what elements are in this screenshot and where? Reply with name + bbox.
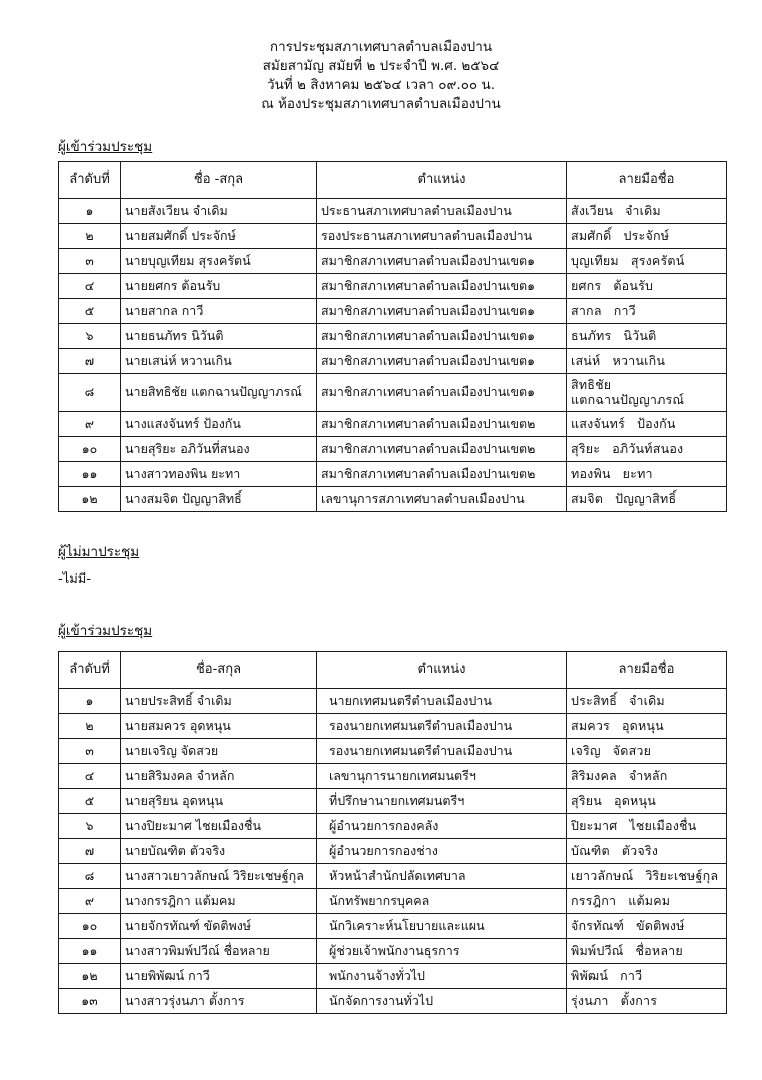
guests-section-label: ผู้เข้าร่วมประชุม xyxy=(58,622,153,639)
signature-last: ไชยเมืองชื่น xyxy=(629,818,697,834)
cell-name: นางแสงจันทร์ ป้องกัน xyxy=(121,411,317,436)
cell-name: นายสากล กาวี xyxy=(121,298,317,323)
signature-first: บุญเทียม xyxy=(571,252,619,268)
cell-signature xyxy=(567,913,727,938)
signature-last: อุดหนุน xyxy=(614,793,656,809)
cell-signature xyxy=(567,988,727,1013)
table-row xyxy=(59,298,727,323)
cell-signature xyxy=(567,248,727,273)
cell-no: ๙ xyxy=(59,888,121,913)
cell-signature xyxy=(567,938,727,963)
cell-signature xyxy=(567,461,727,486)
table-row xyxy=(59,436,727,461)
cell-signature xyxy=(567,763,727,788)
signature-last: อุดหนุน xyxy=(621,718,664,734)
cell-position: สมาชิกสภาเทศบาลตำบลเมืองปานเขต๒ xyxy=(317,411,567,436)
cell-no: ๘ xyxy=(59,863,121,888)
table-row xyxy=(59,348,727,373)
signature-last: ต้อนรับ xyxy=(613,277,654,293)
table-row xyxy=(59,323,727,348)
signature-first: เจริญ xyxy=(571,743,601,759)
column-header-name: ชื่อ-สกุล xyxy=(121,651,317,688)
cell-name: นายสมควร อุดหนุน xyxy=(121,713,317,738)
cell-position: นายกเทศมนตรีตำบลเมืองปาน xyxy=(317,688,567,713)
cell-signature xyxy=(567,436,727,461)
cell-signature xyxy=(567,298,727,323)
cell-no: ๒ xyxy=(59,223,121,248)
cell-no: ๑๑ xyxy=(59,461,121,486)
table-row xyxy=(59,373,727,411)
signature-first: แสงจันทร์ xyxy=(571,416,626,432)
column-header-name: ชื่อ -สกุล xyxy=(121,161,317,198)
signature-first: สุริยน xyxy=(571,793,603,809)
signature-first: จักรทัณฑ์ xyxy=(571,918,625,934)
cell-no: ๖ xyxy=(59,813,121,838)
cell-name: นางสาวเยาวลักษณ์ วิริยะเชษฐ์กุล xyxy=(121,863,317,888)
table-row xyxy=(59,688,727,713)
signature-last: กาวี xyxy=(613,302,636,318)
signature-first: สิริมงคล xyxy=(571,768,617,784)
cell-position: สมาชิกสภาเทศบาลตำบลเมืองปานเขต๑ xyxy=(317,348,567,373)
cell-position: สมาชิกสภาเทศบาลตำบลเมืองปานเขต๑ xyxy=(317,323,567,348)
signature-last: สุรงครัตน์ xyxy=(630,252,685,268)
cell-signature xyxy=(567,788,727,813)
cell-name: นายสิทธิชัย แตกฉานปัญญาภรณ์ xyxy=(121,373,317,411)
cell-no: ๑๐ xyxy=(59,436,121,461)
column-header-no: ลำดับที่ xyxy=(59,651,121,688)
signature-last: นิวันติ xyxy=(623,327,657,343)
table-row xyxy=(59,486,727,511)
cell-no: ๕ xyxy=(59,788,121,813)
cell-position: สมาชิกสภาเทศบาลตำบลเมืองปานเขต๒ xyxy=(317,461,567,486)
signature-last: ป้องกัน xyxy=(637,416,676,432)
signature-first: ทองพิน xyxy=(571,466,611,482)
signature-last: จำเดิม xyxy=(629,693,665,709)
column-header-position: ตำแหน่ง xyxy=(317,161,567,198)
signature-last: ขัดติพงษ์ xyxy=(636,918,685,934)
table-row xyxy=(59,963,727,988)
cell-no: ๙ xyxy=(59,411,121,436)
cell-no: ๑๒ xyxy=(59,486,121,511)
table-row xyxy=(59,223,727,248)
signature-first: รุ่งนภา xyxy=(571,993,609,1009)
signature-first: สากล xyxy=(571,302,602,318)
cell-position: พนักงานจ้างทั่วไป xyxy=(317,963,567,988)
cell-position: สมาชิกสภาเทศบาลตำบลเมืองปานเขต๑ xyxy=(317,248,567,273)
table-row xyxy=(59,888,727,913)
cell-signature xyxy=(567,888,727,913)
header-line-4: ณ ห้องประชุมสภาเทศบาลตำบลเมืองปาน xyxy=(261,96,501,113)
cell-signature xyxy=(567,223,727,248)
signature-first: พิพัฒน์ xyxy=(571,968,609,984)
signature-first: สมจิต xyxy=(571,491,604,507)
cell-position: สมาชิกสภาเทศบาลตำบลเมืองปานเขต๒ xyxy=(317,436,567,461)
cell-no: ๖ xyxy=(59,323,121,348)
cell-name: นางสาวรุ่งนภา ตั้งการ xyxy=(121,988,317,1013)
signature-last: อภิวันท์สนอง xyxy=(612,441,684,457)
cell-signature xyxy=(567,273,727,298)
cell-position: รองนายกเทศมนตรีตำบลเมืองปาน xyxy=(317,738,567,763)
guests-table xyxy=(58,651,727,1014)
signature-last: จัดสวย xyxy=(612,743,652,759)
signature-first: สังเวียน xyxy=(571,202,614,218)
cell-position: เลขานุการสภาเทศบาลตำบลเมืองปาน xyxy=(317,486,567,511)
signature-last: ตั้งการ xyxy=(620,993,658,1009)
cell-name: นางกรรฎิกา แต้มคม xyxy=(121,888,317,913)
table-row xyxy=(59,248,727,273)
table-header-row xyxy=(59,651,727,688)
cell-no: ๑๑ xyxy=(59,938,121,963)
signature-last: ปัญญาสิทธิ์ xyxy=(615,491,677,507)
cell-name: นายสุริยะ อภิวันที่สนอง xyxy=(121,436,317,461)
cell-no: ๑ xyxy=(59,198,121,223)
cell-name: นายเสน่ห์ หวานเกิน xyxy=(121,348,317,373)
cell-no: ๔ xyxy=(59,273,121,298)
signature-first: เสน่ห์ xyxy=(571,352,601,368)
cell-no: ๘ xyxy=(59,373,121,411)
cell-position: สมาชิกสภาเทศบาลตำบลเมืองปานเขต๑ xyxy=(317,273,567,298)
cell-name: นายสังเวียน จำเดิม xyxy=(121,198,317,223)
signature-last: จำเดิม xyxy=(625,202,661,218)
signature-first: บัณฑิต xyxy=(571,843,610,859)
header-line-3: วันที่ ๒ สิงหาคม ๒๕๖๔ เวลา ๐๙.๐๐ น. xyxy=(267,77,495,94)
table-row xyxy=(59,788,727,813)
attendees-table xyxy=(58,161,727,512)
signature-last: ยะทา xyxy=(622,466,653,482)
signature-last: ประจักษ์ xyxy=(623,227,670,243)
cell-no: ๓ xyxy=(59,248,121,273)
table-row xyxy=(59,913,727,938)
cell-signature xyxy=(567,486,727,511)
signature-first: ยศกร xyxy=(571,277,602,293)
cell-no: ๗ xyxy=(59,348,121,373)
cell-name: นายธนภัทร นิวันติ xyxy=(121,323,317,348)
cell-position: รองนายกเทศมนตรีตำบลเมืองปาน xyxy=(317,713,567,738)
cell-signature xyxy=(567,688,727,713)
cell-signature xyxy=(567,738,727,763)
signature-first: สมควร xyxy=(571,718,610,734)
cell-position: สมาชิกสภาเทศบาลตำบลเมืองปานเขต๑ xyxy=(317,298,567,323)
cell-name: นายสุริยน อุดหนุน xyxy=(121,788,317,813)
signature-last: กาวี xyxy=(620,968,643,984)
cell-name: นายสมศักดิ์ ประจักษ์ xyxy=(121,223,317,248)
cell-signature xyxy=(567,813,727,838)
cell-signature xyxy=(567,863,727,888)
table-row xyxy=(59,763,727,788)
table-row xyxy=(59,813,727,838)
signature-first: สุริยะ xyxy=(571,441,601,457)
table-row xyxy=(59,988,727,1013)
signature-first: ปิยะมาศ xyxy=(571,818,618,834)
table-row xyxy=(59,838,727,863)
cell-no: ๔ xyxy=(59,763,121,788)
column-header-signature: ลายมือชื่อ xyxy=(567,161,727,198)
cell-signature xyxy=(567,838,727,863)
table-row xyxy=(59,273,727,298)
table-row xyxy=(59,938,727,963)
cell-position: เลขานุการนายกเทศมนตรีฯ xyxy=(317,763,567,788)
signature-first: สมศักดิ์ xyxy=(571,227,612,243)
cell-no: ๑๒ xyxy=(59,963,121,988)
signature-last: ชื่อหลาย xyxy=(635,943,683,959)
cell-name: นายพิพัฒน์ กาวี xyxy=(121,963,317,988)
signature-first: สิทธิชัย xyxy=(571,376,612,392)
cell-position: นักจัดการงานทั่วไป xyxy=(317,988,567,1013)
cell-name: นางสมจิต ปัญญาสิทธิ์ xyxy=(121,486,317,511)
table-header-row xyxy=(59,161,727,198)
signature-last: ตัวจริง xyxy=(621,843,659,859)
cell-name: นายบัณฑิต ตัวจริง xyxy=(121,838,317,863)
table-row xyxy=(59,198,727,223)
cell-position: ที่ปรึกษานายกเทศมนตรีฯ xyxy=(317,788,567,813)
cell-no: ๓ xyxy=(59,738,121,763)
absent-value: -ไม่มี- xyxy=(58,571,92,587)
cell-position: ผู้ช่วยเจ้าพนักงานธุรการ xyxy=(317,938,567,963)
cell-name: นายจักรทัณฑ์ ขัดติพงษ์ xyxy=(121,913,317,938)
signature-first: กรรฎิกา xyxy=(571,893,617,909)
cell-position: ผู้อำนวยการกองช่าง xyxy=(317,838,567,863)
cell-name: นางปิยะมาศ ไชยเมืองชื่น xyxy=(121,813,317,838)
cell-name: นางสาวพิมพ์ปวีณ์ ชื่อหลาย xyxy=(121,938,317,963)
signature-last: วิริยะเชษฐ์กุล xyxy=(645,868,719,884)
absent-section-label: ผู้ไม่มาประชุม xyxy=(58,543,140,560)
cell-position: นักวิเคราะห์นโยบายและแผน xyxy=(317,913,567,938)
cell-no: ๕ xyxy=(59,298,121,323)
cell-no: ๑๐ xyxy=(59,913,121,938)
document-header xyxy=(34,38,728,115)
table-row xyxy=(59,738,727,763)
cell-name: นายสิริมงคล จำหลัก xyxy=(121,763,317,788)
cell-signature xyxy=(567,963,727,988)
cell-signature xyxy=(567,198,727,223)
cell-signature xyxy=(567,713,727,738)
signature-last: หวานเกิน xyxy=(612,352,666,368)
cell-signature xyxy=(567,348,727,373)
signature-first: พิมพ์ปวีณ์ xyxy=(571,943,624,959)
signature-last: จำหลัก xyxy=(628,768,668,784)
cell-position: ผู้อำนวยการกองคลัง xyxy=(317,813,567,838)
table-row xyxy=(59,713,727,738)
table-row xyxy=(59,461,727,486)
cell-name: นายเจริญ จัดสวย xyxy=(121,738,317,763)
column-header-position: ตำแหน่ง xyxy=(317,651,567,688)
signature-first: เยาวลักษณ์ xyxy=(571,868,634,884)
table-row xyxy=(59,863,727,888)
cell-position: ประธานสภาเทศบาลตำบลเมืองปาน xyxy=(317,198,567,223)
cell-no: ๑ xyxy=(59,688,121,713)
cell-signature xyxy=(567,323,727,348)
cell-signature xyxy=(567,411,727,436)
cell-name: นายบุญเทียม สุรงครัตน์ xyxy=(121,248,317,273)
cell-no: ๗ xyxy=(59,838,121,863)
cell-name: นายประสิทธิ์ จำเดิม xyxy=(121,688,317,713)
cell-signature xyxy=(567,373,727,411)
signature-last: แตกฉานปัญญาภรณ์ xyxy=(571,392,685,408)
cell-no: ๑๓ xyxy=(59,988,121,1013)
cell-position: สมาชิกสภาเทศบาลตำบลเมืองปานเขต๑ xyxy=(317,373,567,411)
table-row xyxy=(59,411,727,436)
cell-position: หัวหน้าสำนักปลัดเทศบาล xyxy=(317,863,567,888)
cell-position: รองประธานสภาเทศบาลตำบลเมืองปาน xyxy=(317,223,567,248)
cell-name: นายยศกร ต้อนรับ xyxy=(121,273,317,298)
header-line-1: การประชุมสภาเทศบาลตำบลเมืองปาน xyxy=(269,39,493,55)
signature-last: แต้มคม xyxy=(628,893,671,909)
header-line-2: สมัยสามัญ สมัยที่ ๒ ประจำปี พ.ศ. ๒๕๖๔ xyxy=(262,58,500,75)
signature-first: ธนภัทร xyxy=(571,327,612,343)
cell-no: ๒ xyxy=(59,713,121,738)
cell-position: นักทรัพยากรบุคคล xyxy=(317,888,567,913)
signature-first: ประสิทธิ์ xyxy=(571,693,618,709)
cell-name: นางสาวทองพิน ยะทา xyxy=(121,461,317,486)
column-header-no: ลำดับที่ xyxy=(59,161,121,198)
attendees-section-label: ผู้เข้าร่วมประชุม xyxy=(58,138,153,155)
column-header-signature: ลายมือชื่อ xyxy=(567,651,727,688)
